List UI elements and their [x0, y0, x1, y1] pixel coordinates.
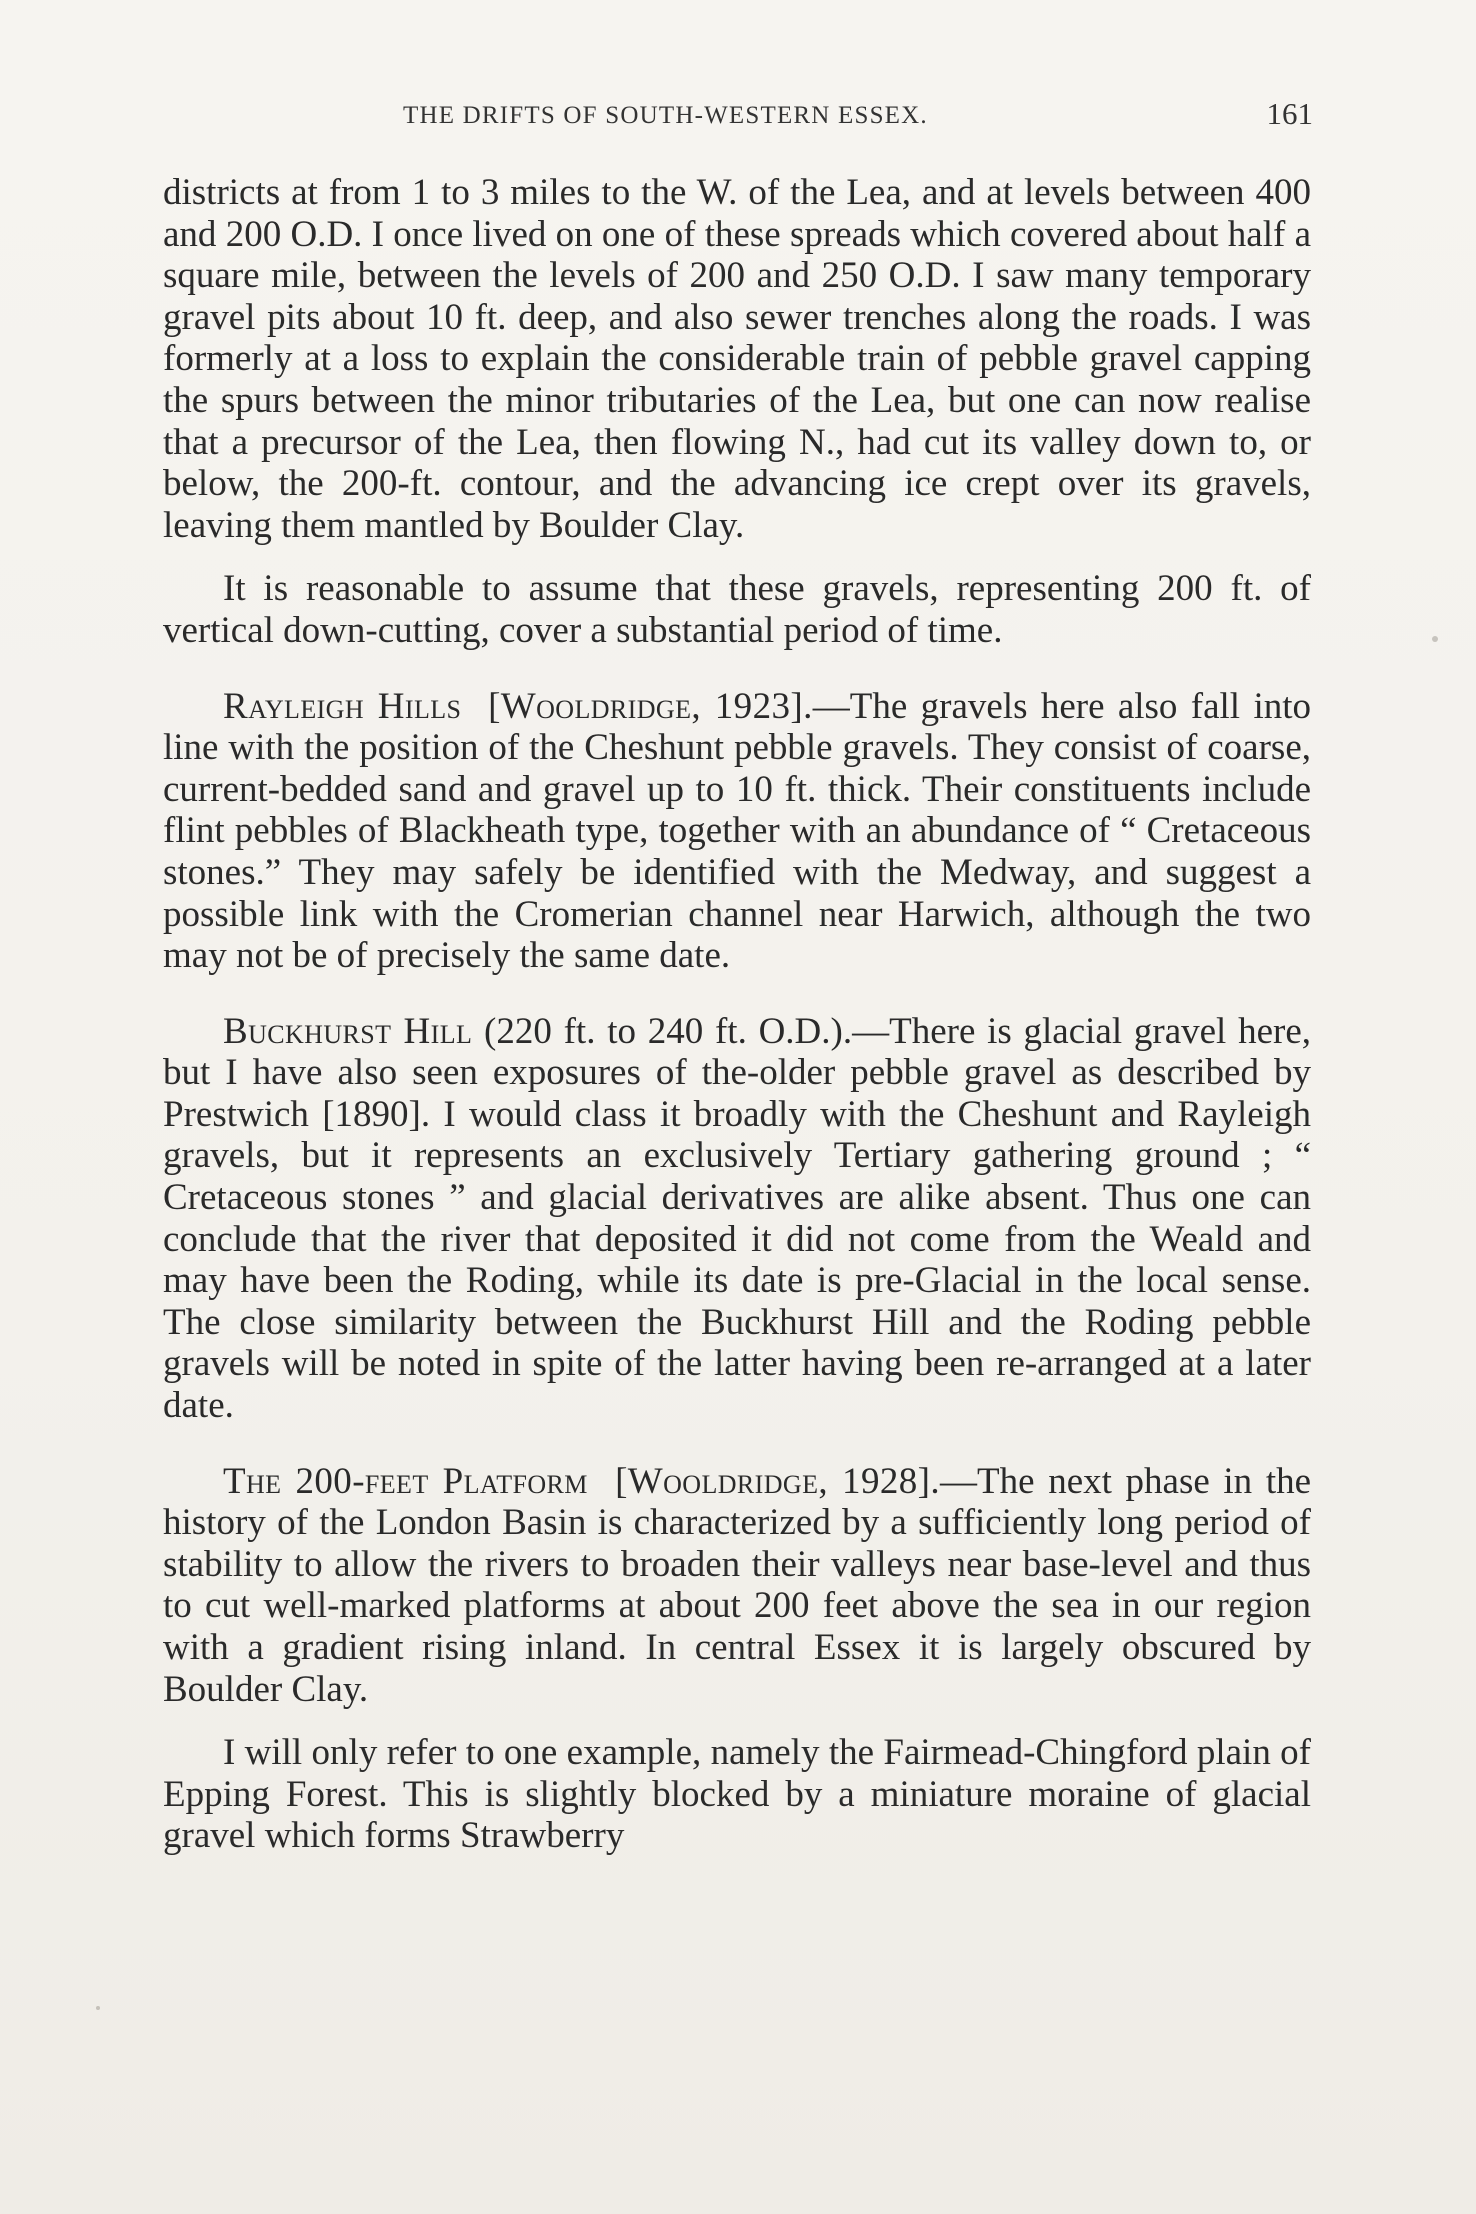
- running-head: THE DRIFTS OF SOUTH-WESTERN ESSEX.: [403, 102, 928, 129]
- paragraph-text: districts at from 1 to 3 miles to the W. of the Lea, and at levels between 400 and 200 O.D. I once lived on one of these spreads which covered about half a square mile, between the levels of 200 and 250 O.D. I saw many temporary gravel pits about 10 ft. deep, and also sewer trenches along the roads. I was formerly at a loss to explain the considerable train of pebble gravel capping the spurs between the minor tributaries of the Lea, but one can now realise that a precursor of the Lea, then flowing N., had cut its valley down to, or below, the 200-ft. contour, and the advancing ice crept over its gravels, leaving them mantled by Boulder Clay.: [163, 172, 1311, 546]
- paragraph-text: It is reasonable to assume that these gravels, representing 200 ft. of vertical down-cutting, cover a substantial period of time.: [163, 568, 1311, 651]
- paragraph: [163, 172, 1311, 546]
- page-number: 161: [1266, 96, 1313, 131]
- paragraph-text: —The next phase in the history of the London Basin is characterized by a sufficiently long period of stability to allow the rivers to broaden their valleys near base-level and thus to cut well-marked platforms at about 200 feet above the sea in our region with a gradient rising inland. In central Essex it is largely obscured by Boulder Clay.: [163, 1460, 1312, 1710]
- section-paragraph-200-feet-platform: [163, 1461, 1311, 1711]
- section-paragraph-rayleigh-hills: [163, 686, 1311, 977]
- section-heading: Rayleigh Hills: [223, 685, 462, 727]
- paragraph-text: —There is glacial gravel here, but I have also seen exposures of the-older pebble gravel as described by Prestwich [1890]. I would class it broadly with the Cheshunt and Rayleigh gravels, but it represents an exclusively Tertiary gathering ground ; “ Cretaceous stones ” and glacial derivatives are alike absent. Thus one can conclude that the river that deposited it did not come from the Weald and may have been the Roding, while its date is pre-Glacial in the local sense. The close similarity between the Buckhurst Hill and the Roding pebble gravels will be noted in spite of the latter having been re-arranged at a later date.: [163, 1010, 1311, 1427]
- paragraph-text: I will only refer to one example, namely the Fairmead-Chingford plain of Epping Forest. This is slightly blocked by a miniature moraine of glacial gravel which forms Strawberry: [163, 1732, 1311, 1857]
- paragraph: [163, 568, 1311, 651]
- section-heading: The 200-feet Platform: [223, 1460, 588, 1502]
- section-paragraph-buckhurst-hill: [163, 1011, 1311, 1427]
- citation: (220 ft. to 240 ft. O.D.).: [484, 1010, 853, 1052]
- paragraph: [163, 1732, 1311, 1857]
- citation: [Wooldridge, 1923].: [488, 685, 813, 727]
- page-header: [163, 96, 1313, 136]
- citation: [Wooldridge, 1928].: [615, 1460, 941, 1502]
- section-heading: Buckhurst Hill: [223, 1010, 473, 1052]
- print-speck: [1432, 636, 1438, 642]
- body-text: [163, 172, 1311, 1857]
- print-speck: [96, 2006, 100, 2010]
- paragraph-text: —The gravels here also fall into line with the position of the Cheshunt pebble gravels. They consist of coarse, current-bedded sand and gravel up to 10 ft. thick. Their constituents include flint pebbles of Blackheath type, together with an abundance of “ Cretaceous stones.” They may safely be identified with the Medway, and suggest a possible link with the Cromerian channel near Harwich, although the two may not be of precisely the same date.: [163, 685, 1312, 977]
